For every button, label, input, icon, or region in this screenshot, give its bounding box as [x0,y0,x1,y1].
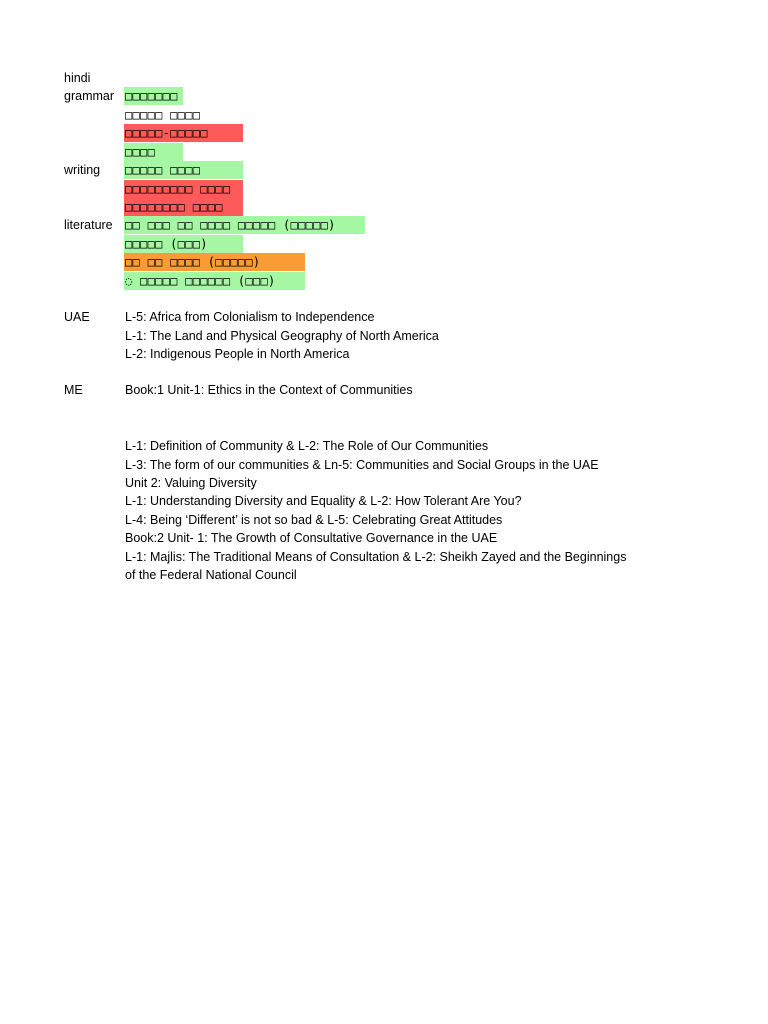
me-lesson: Unit 2: Valuing Diversity [125,476,257,490]
hindi-cell: □□□□□□□□ □□□□ [124,198,243,216]
label-uae: UAE [64,310,90,324]
me-lesson: L-1: Understanding Diversity and Equality & L-2: How Tolerant Are You? [125,494,522,508]
uae-lesson: L-5: Africa from Colonialism to Independence [125,310,375,324]
me-lesson: Book:1 Unit-1: Ethics in the Context of Communities [125,383,413,397]
hindi-cell: □□□□□□□□□ □□□□ [124,180,243,198]
uae-lesson: L-2: Indigenous People in North America [125,347,350,361]
label-grammar: grammar [64,89,115,103]
me-lesson: of the Federal National Council [125,568,297,582]
me-lesson: L-3: The form of our communities & Ln-5: Communities and Social Groups in the UAE [125,458,599,472]
hindi-cell: □□□□□ □□□□ [124,161,243,179]
me-lesson: L-1: Majlis: The Traditional Means of Consultation & L-2: Sheikh Zayed and the Beginnings [125,550,627,564]
label-hindi: hindi [64,71,91,85]
hindi-cell: ◌ □□□□□ □□□□□□ (□□□) [124,272,305,290]
label-me: ME [64,383,83,397]
me-lesson: L-4: Being ‘Different’ is not so bad & L-5: Celebrating Great Attitudes [125,513,503,527]
label-literature: literature [64,218,113,232]
hindi-cell: □□□□□ (□□□) [124,235,243,253]
hindi-cell: □□□□□□□ [124,87,183,105]
hindi-cell: □□□□□ □□□□ [125,108,201,122]
me-lesson: Book:2 Unit- 1: The Growth of Consultative Governance in the UAE [125,531,498,545]
hindi-cell: □□ □□□ □□ □□□□ □□□□□ (□□□□□) [124,216,365,234]
me-lesson: L-1: Definition of Community & L-2: The Role of Our Communities [125,439,489,453]
hindi-cell: □□□□ [124,143,183,161]
hindi-cell: □□ □□ □□□□ (□□□□□) [124,253,305,271]
label-writing: writing [64,163,101,177]
hindi-cell: □□□□□-□□□□□ [124,124,243,142]
uae-lesson: L-1: The Land and Physical Geography of North America [125,329,439,343]
